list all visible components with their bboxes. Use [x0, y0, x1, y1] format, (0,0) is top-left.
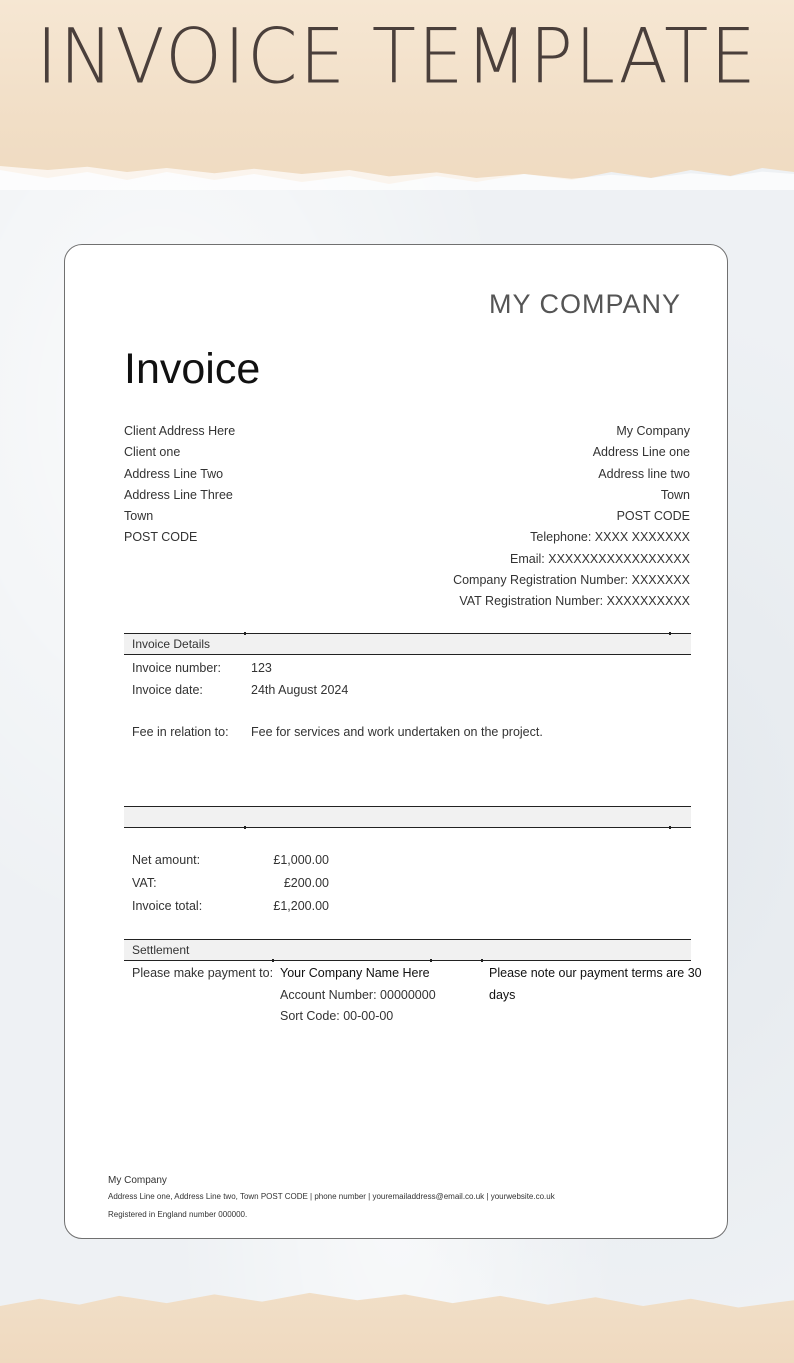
payment-terms-line2: days — [489, 988, 516, 1002]
company-address-line: Address Line one — [592, 445, 690, 460]
sort-code: Sort Code: 00-00-00 — [280, 1009, 394, 1023]
fee-value: Fee for services and work undertaken on the project. — [251, 725, 543, 739]
vat-value: £200.00 — [283, 876, 329, 890]
payment-terms-line1: Please note our payment terms are 30 — [489, 966, 702, 980]
column-tick — [272, 959, 274, 962]
payee-company-name: Your Company Name Here — [280, 966, 430, 980]
invoice-total-label: Invoice total: — [132, 899, 203, 913]
company-address-block — [453, 421, 690, 613]
blank-section-bar — [124, 806, 691, 828]
company-address-line: Town — [660, 487, 690, 502]
company-address-line: Telephone: XXXX XXXXXXX — [530, 530, 690, 545]
column-tick — [244, 826, 246, 829]
net-amount-value: £1,000.00 — [273, 853, 329, 867]
invoice-number-value: 123 — [251, 661, 272, 675]
client-address-block — [124, 421, 235, 549]
invoice-date-label: Invoice date: — [132, 683, 203, 697]
settlement-header-label: Settlement — [132, 943, 190, 957]
company-heading: MY COMPANY — [488, 289, 681, 319]
column-tick — [430, 959, 432, 962]
column-tick — [244, 632, 246, 635]
page-heading: INVOICE TEMPLATE — [36, 11, 758, 101]
invoice-number-label: Invoice number: — [132, 661, 221, 675]
company-address-line: POST CODE — [616, 509, 690, 524]
invoice-details-header — [124, 633, 691, 655]
vat-label: VAT: — [132, 876, 157, 890]
company-address-line: Company Registration Number: XXXXXXX — [453, 573, 690, 588]
client-address-line: Client one — [124, 445, 181, 460]
invoice-title: Invoice — [124, 345, 261, 393]
footer-registration: Registered in England number 000000. — [108, 1210, 248, 1219]
invoice-details-header-label: Invoice Details — [132, 637, 211, 651]
column-tick — [481, 959, 483, 962]
company-address-line: Address line two — [598, 466, 690, 481]
footer-address: Address Line one, Address Line two, Town POST CODE | phone number | youremailaddress@email.co.uk | yourwebsite.co.uk — [108, 1192, 555, 1201]
client-address-line: Client Address Here — [124, 424, 236, 438]
client-address-line: Town — [124, 509, 154, 524]
settlement-header — [124, 939, 691, 961]
client-address-line: Address Line Three — [124, 487, 233, 502]
client-address-line: POST CODE — [124, 530, 198, 545]
fee-label: Fee in relation to: — [132, 725, 229, 739]
company-address-line: Email: XXXXXXXXXXXXXXXXX — [510, 551, 690, 566]
invoice-total-value: £1,200.00 — [273, 899, 329, 913]
company-address-line: VAT Registration Number: XXXXXXXXXX — [459, 594, 690, 609]
client-address-line: Address Line Two — [124, 466, 224, 481]
invoice-date-value: 24th August 2024 — [251, 683, 349, 697]
invoice-document — [64, 244, 728, 1239]
company-address-line: My Company — [616, 424, 690, 438]
payment-label: Please make payment to: — [132, 966, 274, 980]
net-amount-label: Net amount: — [132, 853, 201, 867]
column-tick — [669, 632, 671, 635]
footer-company: My Company — [108, 1175, 167, 1186]
account-number: Account Number: 00000000 — [280, 988, 436, 1002]
column-tick — [669, 826, 671, 829]
